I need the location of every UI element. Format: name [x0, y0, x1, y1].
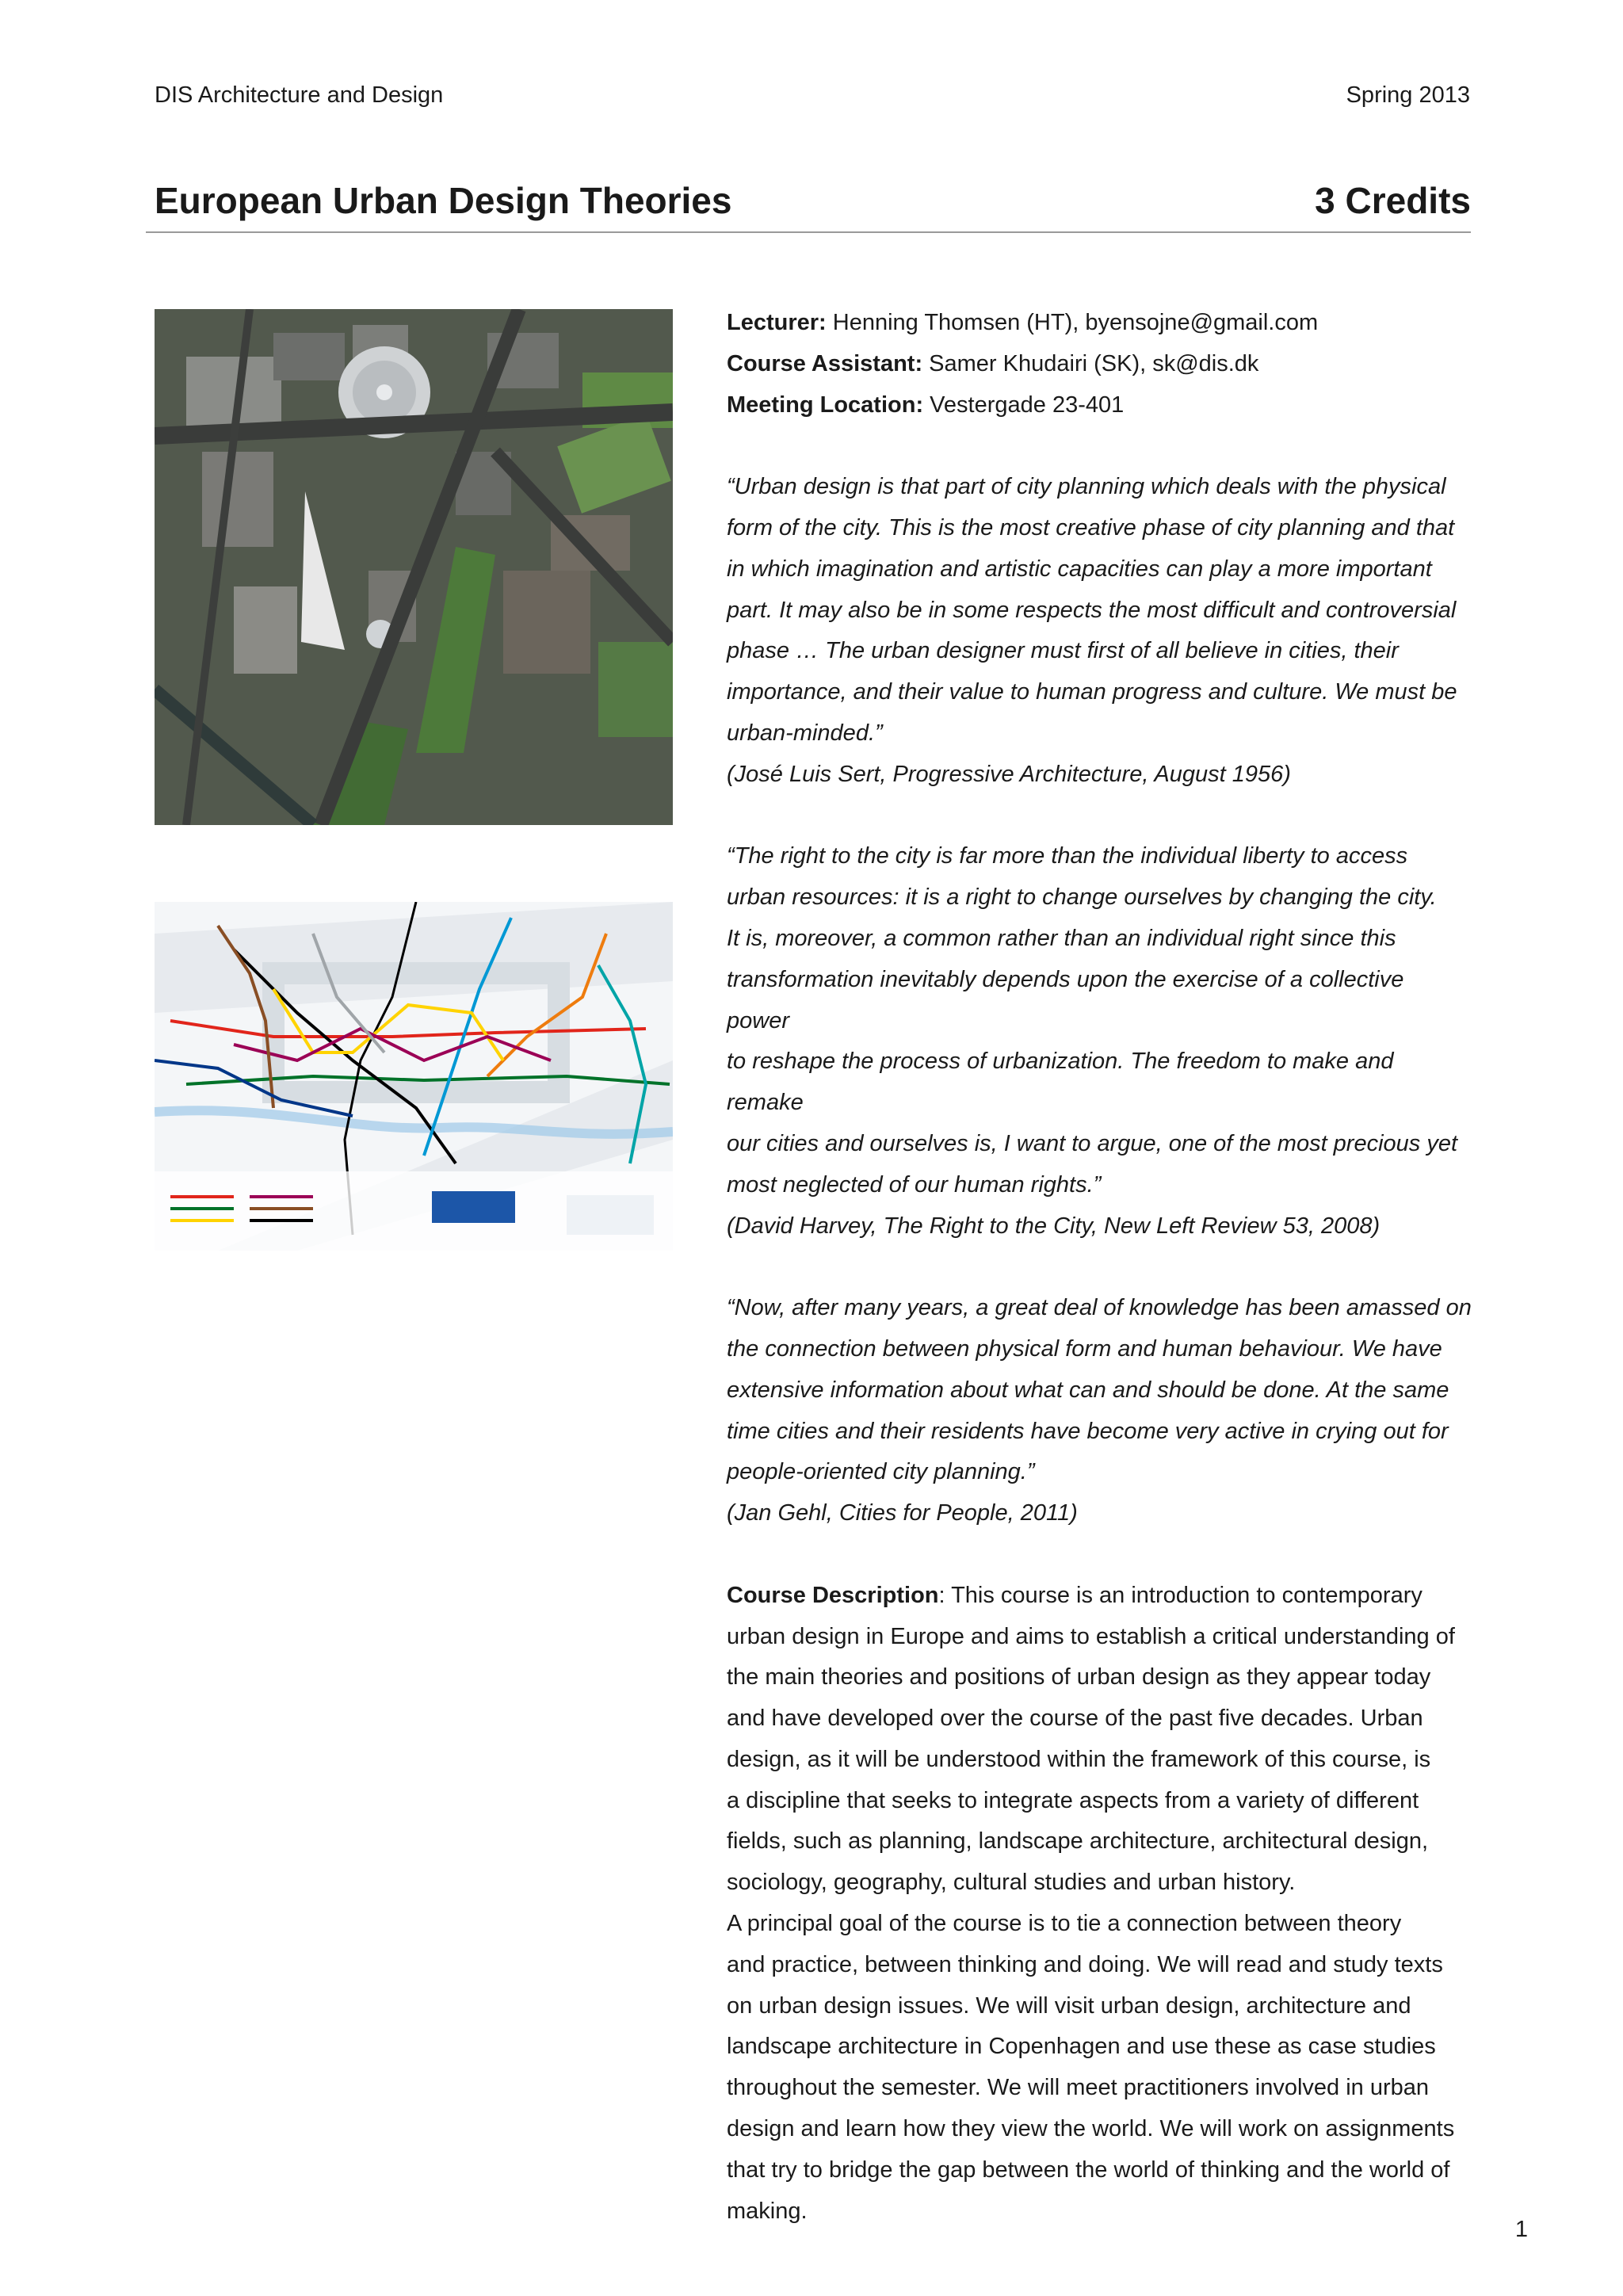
quote-source: (José Luis Sert, Progressive Architecture, August 1956): [727, 761, 1291, 787]
description-line: sociology, geography, cultural studies and urban history.: [727, 1870, 1296, 1896]
quote-gehl: [727, 1288, 1472, 1534]
assistant-label: Course Assistant:: [727, 350, 923, 376]
course-title: European Urban Design Theories: [155, 180, 732, 221]
quote-line: most neglected of our human rights.”: [727, 1171, 1102, 1198]
lecturer-value: Henning Thomsen (HT), byensojne@gmail.com: [832, 310, 1319, 335]
description-line: urban design in Europe and aims to establish a critical understanding of: [727, 1623, 1455, 1649]
quote-line: “Urban design is that part of city planning which deals with the physical: [727, 474, 1446, 500]
quote-source: (David Harvey, The Right to the City, New Left Review 53, 2008): [727, 1213, 1381, 1239]
metro-map-graphic: [155, 902, 673, 1251]
course-title-bar: [146, 179, 1471, 233]
lecturer-label: Lecturer:: [727, 310, 827, 335]
description-line: making.: [727, 2198, 808, 2224]
quote-line: our cities and ourselves is, I want to argue, one of the most precious yet: [727, 1130, 1458, 1156]
quote-line: transformation inevitably depends upon the exercise of a collective power: [727, 966, 1404, 1033]
page-number: 1: [1514, 2217, 1528, 2242]
course-details-column: [727, 303, 1472, 2232]
quote-harvey: [727, 836, 1472, 1247]
location-value: Vestergade 23-401: [930, 392, 1125, 418]
quote-line: in which imagination and artistic capacities can play a more important: [727, 556, 1432, 582]
quote-source: (Jan Gehl, Cities for People, 2011): [727, 1500, 1078, 1526]
location-label: Meeting Location:: [727, 392, 924, 418]
description-line: and have developed over the course of the past five decades. Urban: [727, 1706, 1423, 1732]
lecturer-line: [727, 303, 1472, 344]
quote-line: “Now, after many years, a great deal of knowledge has been amassed on: [727, 1295, 1472, 1321]
term-label: Spring 2013: [1346, 82, 1470, 108]
description-line: throughout the semester. We will meet practitioners involved in urban: [727, 2075, 1430, 2101]
quote-line: part. It may also be in some respects the most difficult and controversial: [727, 597, 1457, 623]
aerial-city-photo: [155, 309, 673, 825]
quote-line: the connection between physical form and human behaviour. We have: [727, 1335, 1442, 1362]
description-line: landscape architecture in Copenhagen and use these as case studies: [727, 2034, 1436, 2060]
quote-line: “The right to the city is far more than the individual liberty to access: [727, 843, 1408, 869]
quote-line: form of the city. This is the most creative phase of city planning and that: [727, 514, 1455, 541]
description-line: design and learn how they view the world. We will work on assignments: [727, 2116, 1455, 2142]
aerial-photo-graphic: [155, 309, 673, 825]
quote-line: extensive information about what can and should be done. At the same: [727, 1377, 1449, 1403]
description-line: that try to bridge the gap between the world of thinking and the world of: [727, 2157, 1450, 2183]
quote-line: time cities and their residents have become very active in crying out for: [727, 1418, 1449, 1444]
description-line: A principal goal of the course is to tie a connection between theory: [727, 1911, 1402, 1937]
assistant-value: Samer Khudairi (SK), sk@dis.dk: [929, 350, 1259, 376]
location-line: [727, 385, 1472, 426]
quote-line: It is, moreover, a common rather than an individual right since this: [727, 925, 1396, 951]
description-line: a discipline that seeks to integrate aspects from a variety of different: [727, 1787, 1419, 1813]
course-description: [727, 1576, 1472, 2233]
quote-line: phase … The urban designer must first of all believe in cities, their: [727, 638, 1399, 664]
course-credits: 3 Credits: [1315, 180, 1471, 221]
quote-sert: [727, 467, 1472, 795]
quote-line: to reshape the process of urbanization. The freedom to make and remake: [727, 1049, 1394, 1116]
description-line: design, as it will be understood within the framework of this course, is: [727, 1746, 1431, 1772]
metro-map-image: [155, 902, 673, 1251]
quote-line: urban resources: it is a right to change ourselves by changing the city.: [727, 884, 1437, 911]
description-text: : This course is an introduction to contemporary: [938, 1582, 1423, 1608]
institution-name: DIS Architecture and Design: [155, 82, 444, 108]
description-line: and practice, between thinking and doing. We will read and study texts: [727, 1951, 1443, 1977]
description-label: Course Description: [727, 1582, 939, 1608]
quote-line: people-oriented city planning.”: [727, 1459, 1035, 1485]
description-line: the main theories and positions of urban design as they appear today: [727, 1664, 1431, 1690]
quote-line: importance, and their value to human progress and culture. We must be: [727, 679, 1457, 705]
description-line: on urban design issues. We will visit urban design, architecture and: [727, 1992, 1411, 2019]
description-line: fields, such as planning, landscape architecture, architectural design,: [727, 1828, 1429, 1855]
description-line: [727, 1576, 1472, 1617]
assistant-line: [727, 344, 1472, 385]
quote-line: urban-minded.”: [727, 720, 883, 746]
